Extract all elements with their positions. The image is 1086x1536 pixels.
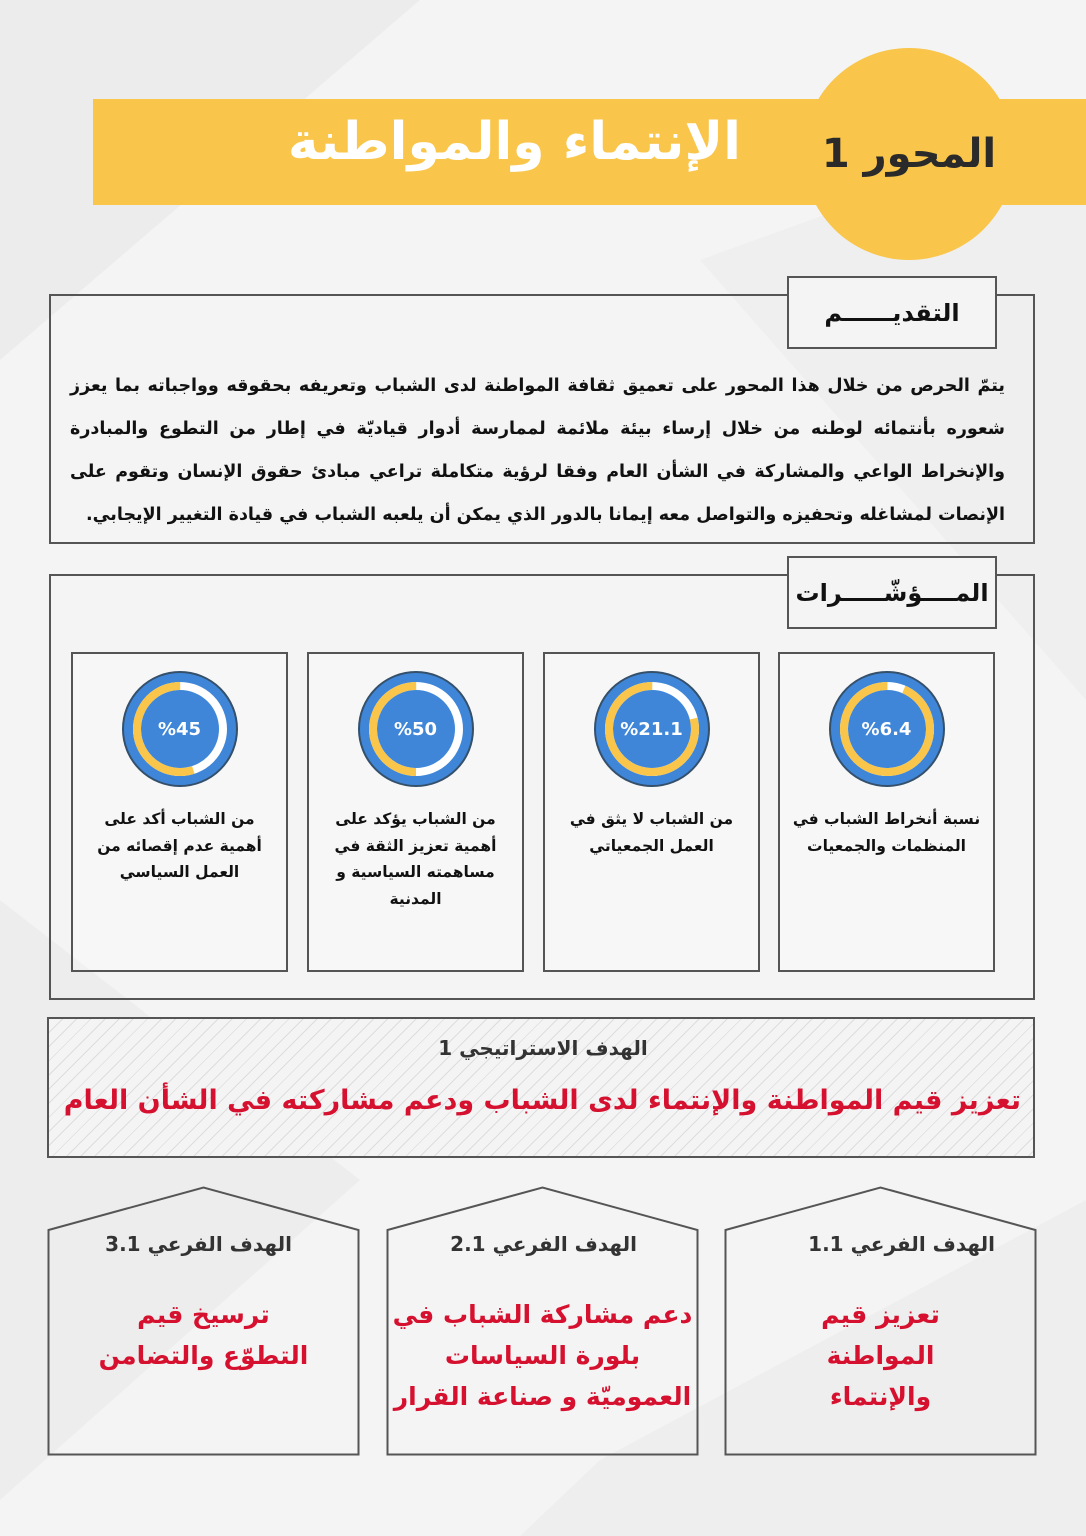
indicator-card-4	[71, 652, 288, 972]
indicator-value: %21.1	[620, 718, 683, 740]
indicator-value: %45	[157, 718, 202, 740]
progress-ring	[828, 670, 946, 788]
intro-heading: التقديــــــم	[787, 276, 997, 349]
indicator-text: من الشباب يؤكد على أهمية تعزيز الثقة في مساهمته السياسية و المدنية	[334, 810, 497, 908]
strategic-goal-text: تعزيز قيم المواطنة والإنتماء لدى الشباب ودعم مشاركته في الشأن العام	[63, 1085, 1021, 1116]
strategic-goal-label: الهدف الاستراتيجي 1	[438, 1036, 648, 1060]
axis-badge	[803, 48, 1015, 260]
indicator-text: نسبة أنخراط الشباب في المنظمات والجمعيات	[792, 810, 981, 855]
sub-goal-card-3	[47, 1186, 360, 1456]
sub-goal-text: تعزيز قيم المواطنة والإنتماء	[821, 1300, 940, 1411]
indicators-heading: المــــؤشّـــــرات	[787, 556, 997, 629]
intro-paragraph: يتمّ الحرص من خلال هذا المحور على تعميق ثقافة المواطنة لدى الشباب وتعريفه بحقوقه وواجباته بما يعزز شعوره بأنتمائه لوطنه من خلال إرساء بيئة ملائمة لممارسة أدوار قياديّة في إطار من التطوع والمبادرة والإنخراط الواعي والمشاركة في الشأن العام وفقا لرؤية متكاملة تراعي مبادئ حقوق الإنسان وتقوم على الإنصات لمشاغله وتحفيزه والتواصل معه إيمانا بالدور الذي يمكن أن يلعبه الشباب في قيادة التغيير الإيجابي.	[70, 376, 1005, 525]
sub-goal-label: الهدف الفرعي 1.1	[808, 1232, 995, 1256]
sub-goal-text: دعم مشاركة الشباب في بلورة السياسات العموميّة و صناعة القرار	[392, 1300, 693, 1411]
indicator-value: %6.4	[861, 718, 912, 740]
sub-goal-card-2	[386, 1186, 699, 1456]
indicator-card-2	[543, 652, 760, 972]
progress-ring	[593, 670, 711, 788]
axis-label: المحور 1	[821, 131, 997, 177]
indicator-text: من الشباب أكد على أهمية عدم إقصائه من العمل السياسي	[97, 810, 262, 881]
progress-ring	[357, 670, 475, 788]
indicator-value: %50	[393, 718, 438, 740]
sub-goal-label: الهدف الفرعي 3.1	[105, 1232, 292, 1256]
indicator-text: من الشباب لا يثق في العمل الجمعياتي	[569, 810, 734, 855]
indicator-card-3	[307, 652, 524, 972]
progress-ring	[121, 670, 239, 788]
sub-goal-text: ترسيخ قيم التطوّع والتضامن	[98, 1300, 309, 1370]
sub-goal-card-1	[724, 1186, 1037, 1456]
indicator-card-1	[778, 652, 995, 972]
sub-goal-label: الهدف الفرعي 2.1	[450, 1232, 637, 1256]
page-title: الإنتماء والمواطنة	[287, 112, 741, 172]
